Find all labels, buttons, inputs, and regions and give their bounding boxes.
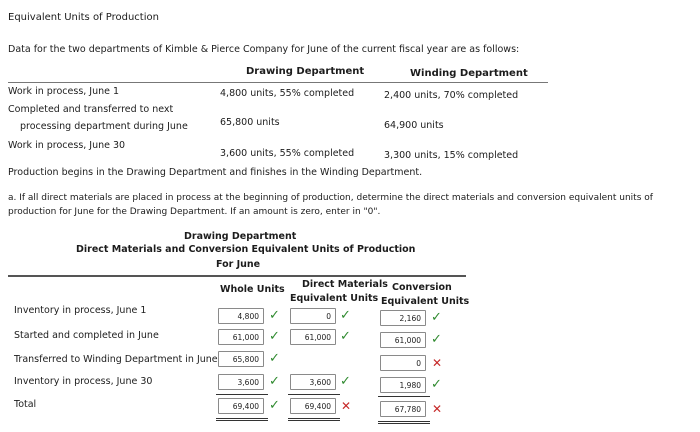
- row2-label-line1: Completed and transferred to next: [8, 104, 174, 115]
- col-header-winding: Winding Department: [410, 68, 528, 79]
- schedule-top-rule: [8, 275, 466, 277]
- whole-units-transferred-input[interactable]: 65,800: [218, 351, 264, 367]
- conv-total-rule: [378, 421, 430, 424]
- production-note: Production begins in the Drawing Department and finishes in the Winding Department.: [8, 167, 423, 178]
- row1-label: Work in process, June 1: [8, 86, 120, 97]
- col-header-drawing: Drawing Department: [246, 66, 365, 77]
- dm-total-input[interactable]: 69,400: [290, 398, 336, 414]
- whole-units-subtotal-rule: [216, 394, 268, 395]
- dm-inventory-june1-input[interactable]: 0: [290, 308, 336, 324]
- whole-units-inventory-june30-input[interactable]: 3,600: [218, 374, 264, 390]
- row-label-inventory-june30: Inventory in process, June 30: [14, 376, 153, 387]
- whole-units-inventory-june1-input[interactable]: 4,800: [218, 308, 264, 324]
- page-title: Equivalent Units of Production: [8, 12, 159, 23]
- col-dm-line1: Direct Materials: [302, 279, 388, 290]
- conv-inventory-june30-input[interactable]: 1,980: [380, 377, 426, 393]
- row2-winding: 64,900 units: [384, 120, 444, 131]
- check-icon: ✓: [269, 351, 280, 366]
- conv-total-input[interactable]: 67,780: [380, 401, 426, 417]
- col-dm-line2: Equivalent Units: [290, 293, 379, 304]
- conv-started-completed-input[interactable]: 61,000: [380, 332, 426, 348]
- dm-inventory-june30-input[interactable]: 3,600: [290, 374, 336, 390]
- conv-inventory-june1-input[interactable]: 2,160: [380, 310, 426, 326]
- row-label-transferred: Transferred to Winding Department in June: [14, 354, 218, 365]
- row3-winding: 3,300 units, 15% completed: [384, 150, 519, 161]
- whole-units-total-input[interactable]: 69,400: [218, 398, 264, 414]
- col-conv-line2: Equivalent Units: [381, 296, 470, 307]
- conv-transferred-input[interactable]: 0: [380, 355, 426, 371]
- cross-icon: ✕: [432, 402, 443, 416]
- check-icon: ✓: [340, 329, 351, 344]
- row3-label: Work in process, June 30: [8, 140, 126, 151]
- schedule-heading-department: Drawing Department: [184, 231, 297, 242]
- schedule-heading-period: For June: [216, 259, 261, 270]
- row2-label-line2: processing department during June: [20, 121, 188, 132]
- dm-total-rule: [288, 418, 340, 421]
- check-icon: ✓: [340, 374, 351, 389]
- row2-drawing: 65,800 units: [220, 117, 280, 128]
- row-label-inventory-june1: Inventory in process, June 1: [14, 305, 147, 316]
- cross-icon: ✕: [341, 399, 352, 413]
- check-icon: ✓: [431, 332, 442, 347]
- schedule-heading-title: Direct Materials and Conversion Equivalent Units of Production: [76, 244, 416, 255]
- cross-icon: ✕: [432, 356, 443, 370]
- col-whole-units: Whole Units: [220, 284, 285, 295]
- question-line2: production for June for the Drawing Department. If an amount is zero, enter in "0".: [8, 207, 381, 217]
- check-icon: ✓: [269, 374, 280, 389]
- row1-drawing: 4,800 units, 55% completed: [220, 88, 355, 99]
- check-icon: ✓: [340, 308, 351, 323]
- row3-drawing: 3,600 units, 55% completed: [220, 148, 355, 159]
- question-line1: a. If all direct materials are placed in process at the beginning of production, determine the direct materials and conversion equivalent units of: [8, 193, 653, 203]
- check-icon: ✓: [431, 310, 442, 325]
- col-conv-line1: Conversion: [392, 282, 452, 293]
- check-icon: ✓: [269, 329, 280, 344]
- row1-winding: 2,400 units, 70% completed: [384, 90, 519, 101]
- check-icon: ✓: [431, 377, 442, 392]
- dm-subtotal-rule: [288, 394, 340, 395]
- dm-started-completed-input[interactable]: 61,000: [290, 329, 336, 345]
- whole-units-total-rule: [216, 418, 268, 421]
- data-table-rule: [8, 82, 548, 83]
- whole-units-started-completed-input[interactable]: 61,000: [218, 329, 264, 345]
- check-icon: ✓: [269, 398, 280, 413]
- check-icon: ✓: [269, 308, 280, 323]
- intro-text: Data for the two departments of Kimble & Pierce Company for June of the current fiscal year are as follows:: [8, 44, 520, 55]
- row-label-started-completed: Started and completed in June: [14, 330, 159, 341]
- row-label-total: Total: [14, 399, 37, 410]
- conv-subtotal-rule: [378, 396, 430, 397]
